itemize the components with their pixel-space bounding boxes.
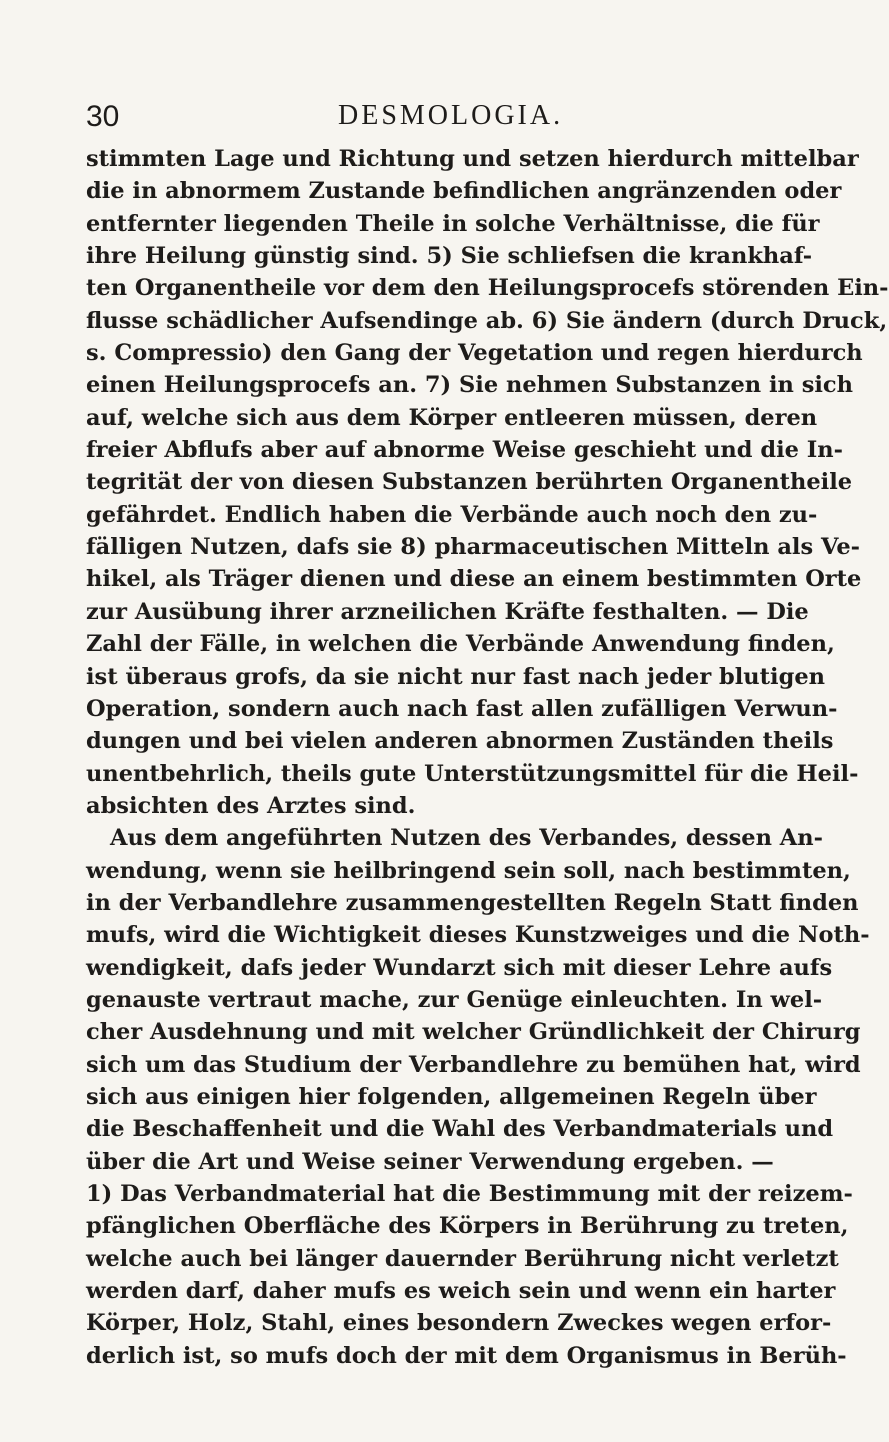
body-text xyxy=(86,143,889,1372)
text-line: Zahl der Fälle, in welchen die Verbände Anwendung finden, xyxy=(86,631,835,658)
text-line: wendung, wenn sie heilbringend sein soll, nach bestimmten, xyxy=(86,857,851,884)
text-line: in der Verbandlehre zusammengestellten Regeln Statt finden xyxy=(86,889,859,916)
text-line: fälligen Nutzen, dafs sie 8) pharmaceutischen Mitteln als Ve- xyxy=(86,534,860,561)
text-line: ihre Heilung günstig sind. 5) Sie schliefsen die krankhaf- xyxy=(86,243,813,270)
text-line: die Beschaffenheit und die Wahl des Verbandmaterials und xyxy=(86,1116,834,1143)
text-line: entfernter liegenden Theile in solche Verhältnisse, die für xyxy=(86,210,820,237)
text-line: gefährdet. Endlich haben die Verbände auch noch den zu- xyxy=(86,501,818,528)
paragraph-start-line: Aus dem angeführten Nutzen des Verbandes, dessen An- xyxy=(110,825,823,852)
text-line: zur Ausübung ihrer arzneilichen Kräfte festhalten. — Die xyxy=(86,598,809,625)
text-line: mufs, wird die Wichtigkeit dieses Kunstzweiges und die Noth- xyxy=(86,922,870,949)
text-line: einen Heilungsprocefs an. 7) Sie nehmen Substanzen in sich xyxy=(86,372,853,399)
text-line: s. Compressio) den Gang der Vegetation und regen hierdurch xyxy=(86,340,863,367)
text-line: wendigkeit, dafs jeder Wundarzt sich mit dieser Lehre aufs xyxy=(86,954,833,981)
text-line: cher Ausdehnung und mit welcher Gründlichkeit der Chirurg xyxy=(86,1019,861,1046)
page-header xyxy=(86,100,776,140)
text-line: die in abnormem Zustande befindlichen angränzenden oder xyxy=(86,178,842,205)
text-line: flusse schädlicher Aufsendinge ab. 6) Sie ändern (durch Druck, xyxy=(86,307,888,334)
text-line: über die Art und Weise seiner Verwendung ergeben. — xyxy=(86,1148,774,1175)
text-line: sich aus einigen hier folgenden, allgemeinen Regeln über xyxy=(86,1083,817,1110)
text-line: sich um das Studium der Verbandlehre zu bemühen hat, wird xyxy=(86,1051,861,1078)
text-line: derlich ist, so mufs doch der mit dem Organismus in Berüh- xyxy=(86,1342,847,1369)
text-line: unentbehrlich, theils gute Unterstützungsmittel für die Heil- xyxy=(86,760,859,787)
text-line: ist überaus grofs, da sie nicht nur fast nach jeder blutigen xyxy=(86,663,826,690)
text-line: ten Organentheile vor dem den Heilungsprocefs störenden Ein- xyxy=(86,275,889,302)
text-line: dungen und bei vielen anderen abnormen Zuständen theils xyxy=(86,728,834,755)
text-line: werden darf, daher mufs es weich sein und wenn ein harter xyxy=(86,1278,836,1305)
text-line: Operation, sondern auch nach fast allen zufälligen Verwun- xyxy=(86,695,838,722)
text-line: Körper, Holz, Stahl, eines besondern Zweckes wegen erfor- xyxy=(86,1310,832,1337)
paragraph-end-line: absichten des Arztes sind. xyxy=(86,792,416,819)
text-line: freier Abflufs aber auf abnorme Weise geschieht und die In- xyxy=(86,437,844,464)
text-line: tegrität der von diesen Substanzen berührten Organentheile xyxy=(86,469,853,496)
page-number: 30 xyxy=(86,100,120,133)
text-line: genauste vertraut mache, zur Genüge einleuchten. In wel- xyxy=(86,986,823,1013)
text-line: stimmten Lage und Richtung und setzen hierdurch mittelbar xyxy=(86,146,859,172)
text-line: hikel, als Träger dienen und diese an einem bestimmten Orte xyxy=(86,566,862,593)
text-line: welche auch bei länger dauernder Berührung nicht verletzt xyxy=(86,1245,839,1272)
running-title: DESMOLOGIA. xyxy=(338,100,564,131)
text-line: pfänglichen Oberfläche des Körpers in Berührung zu treten, xyxy=(86,1213,849,1240)
text-line: 1) Das Verbandmaterial hat die Bestimmung mit der reizem- xyxy=(86,1181,853,1207)
text-line: auf, welche sich aus dem Körper entleeren müssen, deren xyxy=(86,404,818,431)
